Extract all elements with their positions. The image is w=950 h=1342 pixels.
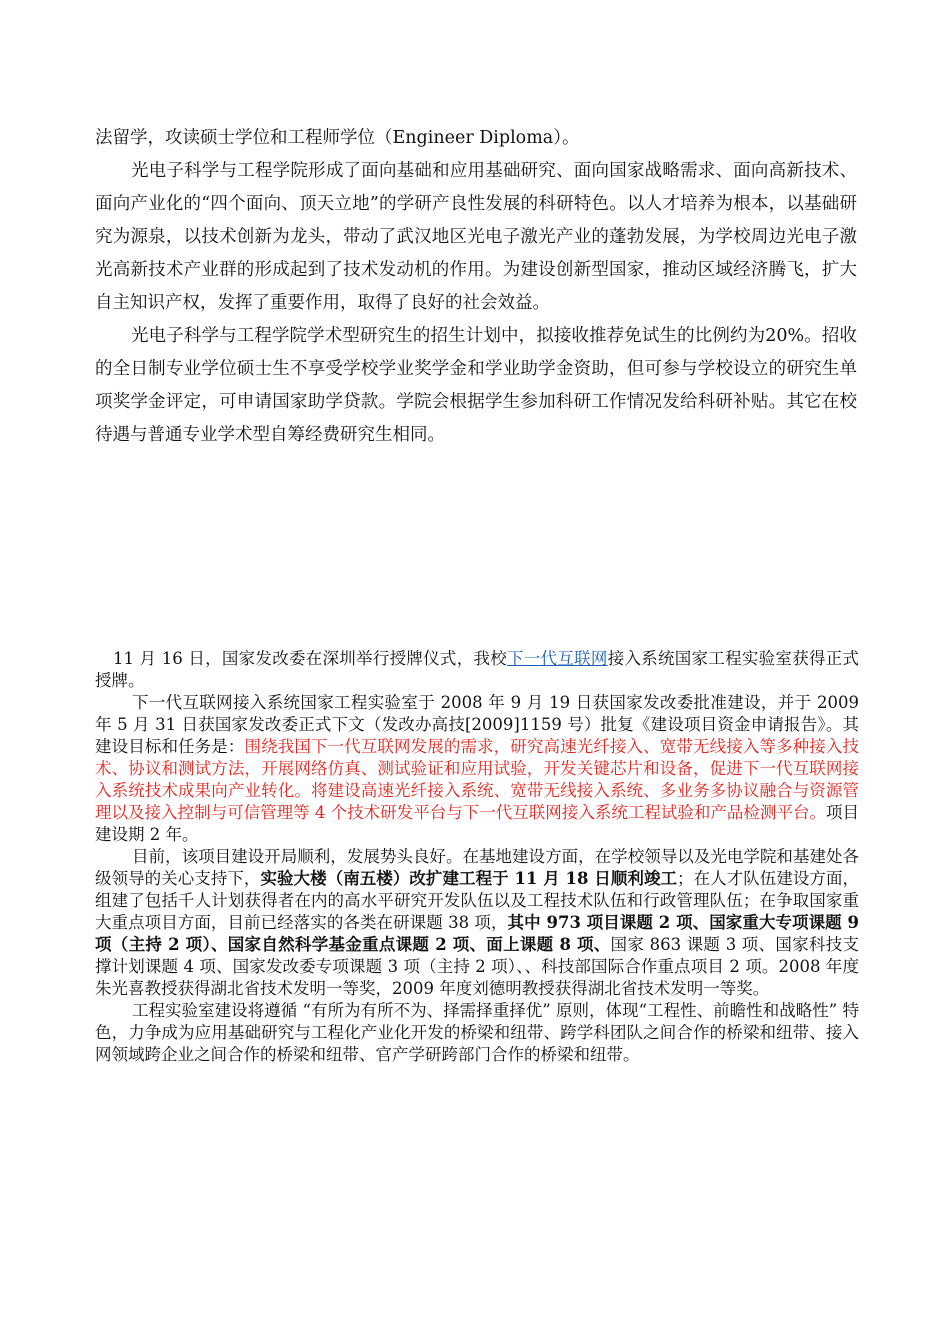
paragraph-research-features: 光电子科学与工程学院形成了面向基础和应用基础研究、面向国家战略需求、面向高新技术、面向产业化的“四个面向、顶天立地”的学研产良性发展的科研特色。以人才培养为根本，以基础研究为源泉，以技术创新为龙头，带动了武汉地区光电子激光产业的蓬勃发展，为学校周边光电子激光高新技术产业群的形成起到了技术发动机的作用。为建设创新型国家，推动区域经济腾飞，扩大自主知识产权，发挥了重要作用，取得了良好的社会效益。 — [95, 161, 857, 313]
text-segment: ；在人才队伍建设方面，组建了包括千人计划获得者在内的高水平研究开发队伍以及工程技术队伍和行政管理队伍；在争取国家重大重点项目方面，目前已经落实的各类在研课题 38 项， — [95, 869, 860, 932]
section-lab-news — [95, 648, 859, 1066]
text-segment: 11 月 16 日，国家发改委在深圳举行授牌仪式，我校 — [113, 649, 508, 668]
text-segment: 国家 863 课题 3 项、国家科技支撑计划课题 4 项、国家发改委专项课题 3 项（主持 2 项）、、科技部国际合作重点项目 2 项。2008 年度朱光喜教授获得湖北省技术发明一等奖，2009 年度刘德明教授获得湖北省技术发明一等奖。 — [95, 935, 859, 998]
next-gen-internet-link[interactable]: 下一代互联网 — [507, 649, 608, 668]
section-graduate-info — [95, 122, 857, 452]
text-segment: 目前，该项目建设开局顺利，发展势头良好。在基地建设方面，在学校领导以及光电学院和基建处各级领导的关心支持下， — [95, 847, 859, 888]
paragraph-award-ceremony — [95, 648, 859, 692]
paragraph-progress — [95, 846, 859, 1000]
text-segment: 项目建设期 2 年。 — [95, 803, 859, 844]
highlighted-goals-text: 围绕我国下一代互联网发展的需求，研究高速光纤接入、宽带无线接入等多种接入技术、协议和测试方法，开展网络仿真、测试验证和应用试验，开发关键芯片和设备，促进下一代互联网接入系统技术成果向产业转化。将建设高速光纤接入系统、宽带无线接入系统、多业务多协议融合与资源管理以及接入控制与可信管理等 4 个技术研发平台与下一代互联网接入系统工程试验和产品检测平台。 — [95, 737, 860, 822]
text-segment: 接入系统国家工程实验室获得正式授牌。 — [95, 649, 860, 690]
bold-text: 实验大楼（南五楼）改扩建工程于 11 月 18 日顺利竣工 — [260, 869, 678, 888]
paragraph-lab-approval — [95, 692, 859, 846]
paragraph-enrollment-policy: 光电子科学与工程学院学术型研究生的招生计划中，拟接收推荐免试生的比例约为20%。招收的全日制专业学位硕士生不享受学校学业奖学金和学业助学金资助，但可参与学校设立的研究生单项奖学金评定，可申请国家助学贷款。学院会根据学生参加科研工作情况发给科研补贴。其它在校待遇与普通专业学术型自筹经费研究生相同。 — [95, 326, 857, 445]
paragraph-principles: 工程实验室建设将遵循 “有所为有所不为、择需择重择优” 原则，体现“工程性、前瞻性和战略性” 特色，力争成为应用基础研究与工程化产业化开发的桥梁和纽带、跨学科团队之间合作的桥梁和纽带、接入网领域跨企业之间合作的桥梁和纽带、官产学研跨部门合作的桥梁和纽带。 — [95, 1001, 859, 1064]
bold-text: 其中 973 项目课题 2 项、国家重大专项课题 9 项（主持 2 项）、国家自然科学基金重点课题 2 项、面上课题 8 项、 — [95, 913, 859, 954]
paragraph-study-abroad: 法留学，攻读硕士学位和工程师学位（Engineer Diploma）。 — [95, 128, 580, 148]
text-segment: 下一代互联网接入系统国家工程实验室于 2008 年 9 月 19 日获国家发改委批准建设，并于 2009 年 5 月 31 日获国家发改委正式下文（发改办高技[2009]1159 号）批复《建设项目资金申请报告》。其建设目标和任务是： — [95, 693, 859, 756]
